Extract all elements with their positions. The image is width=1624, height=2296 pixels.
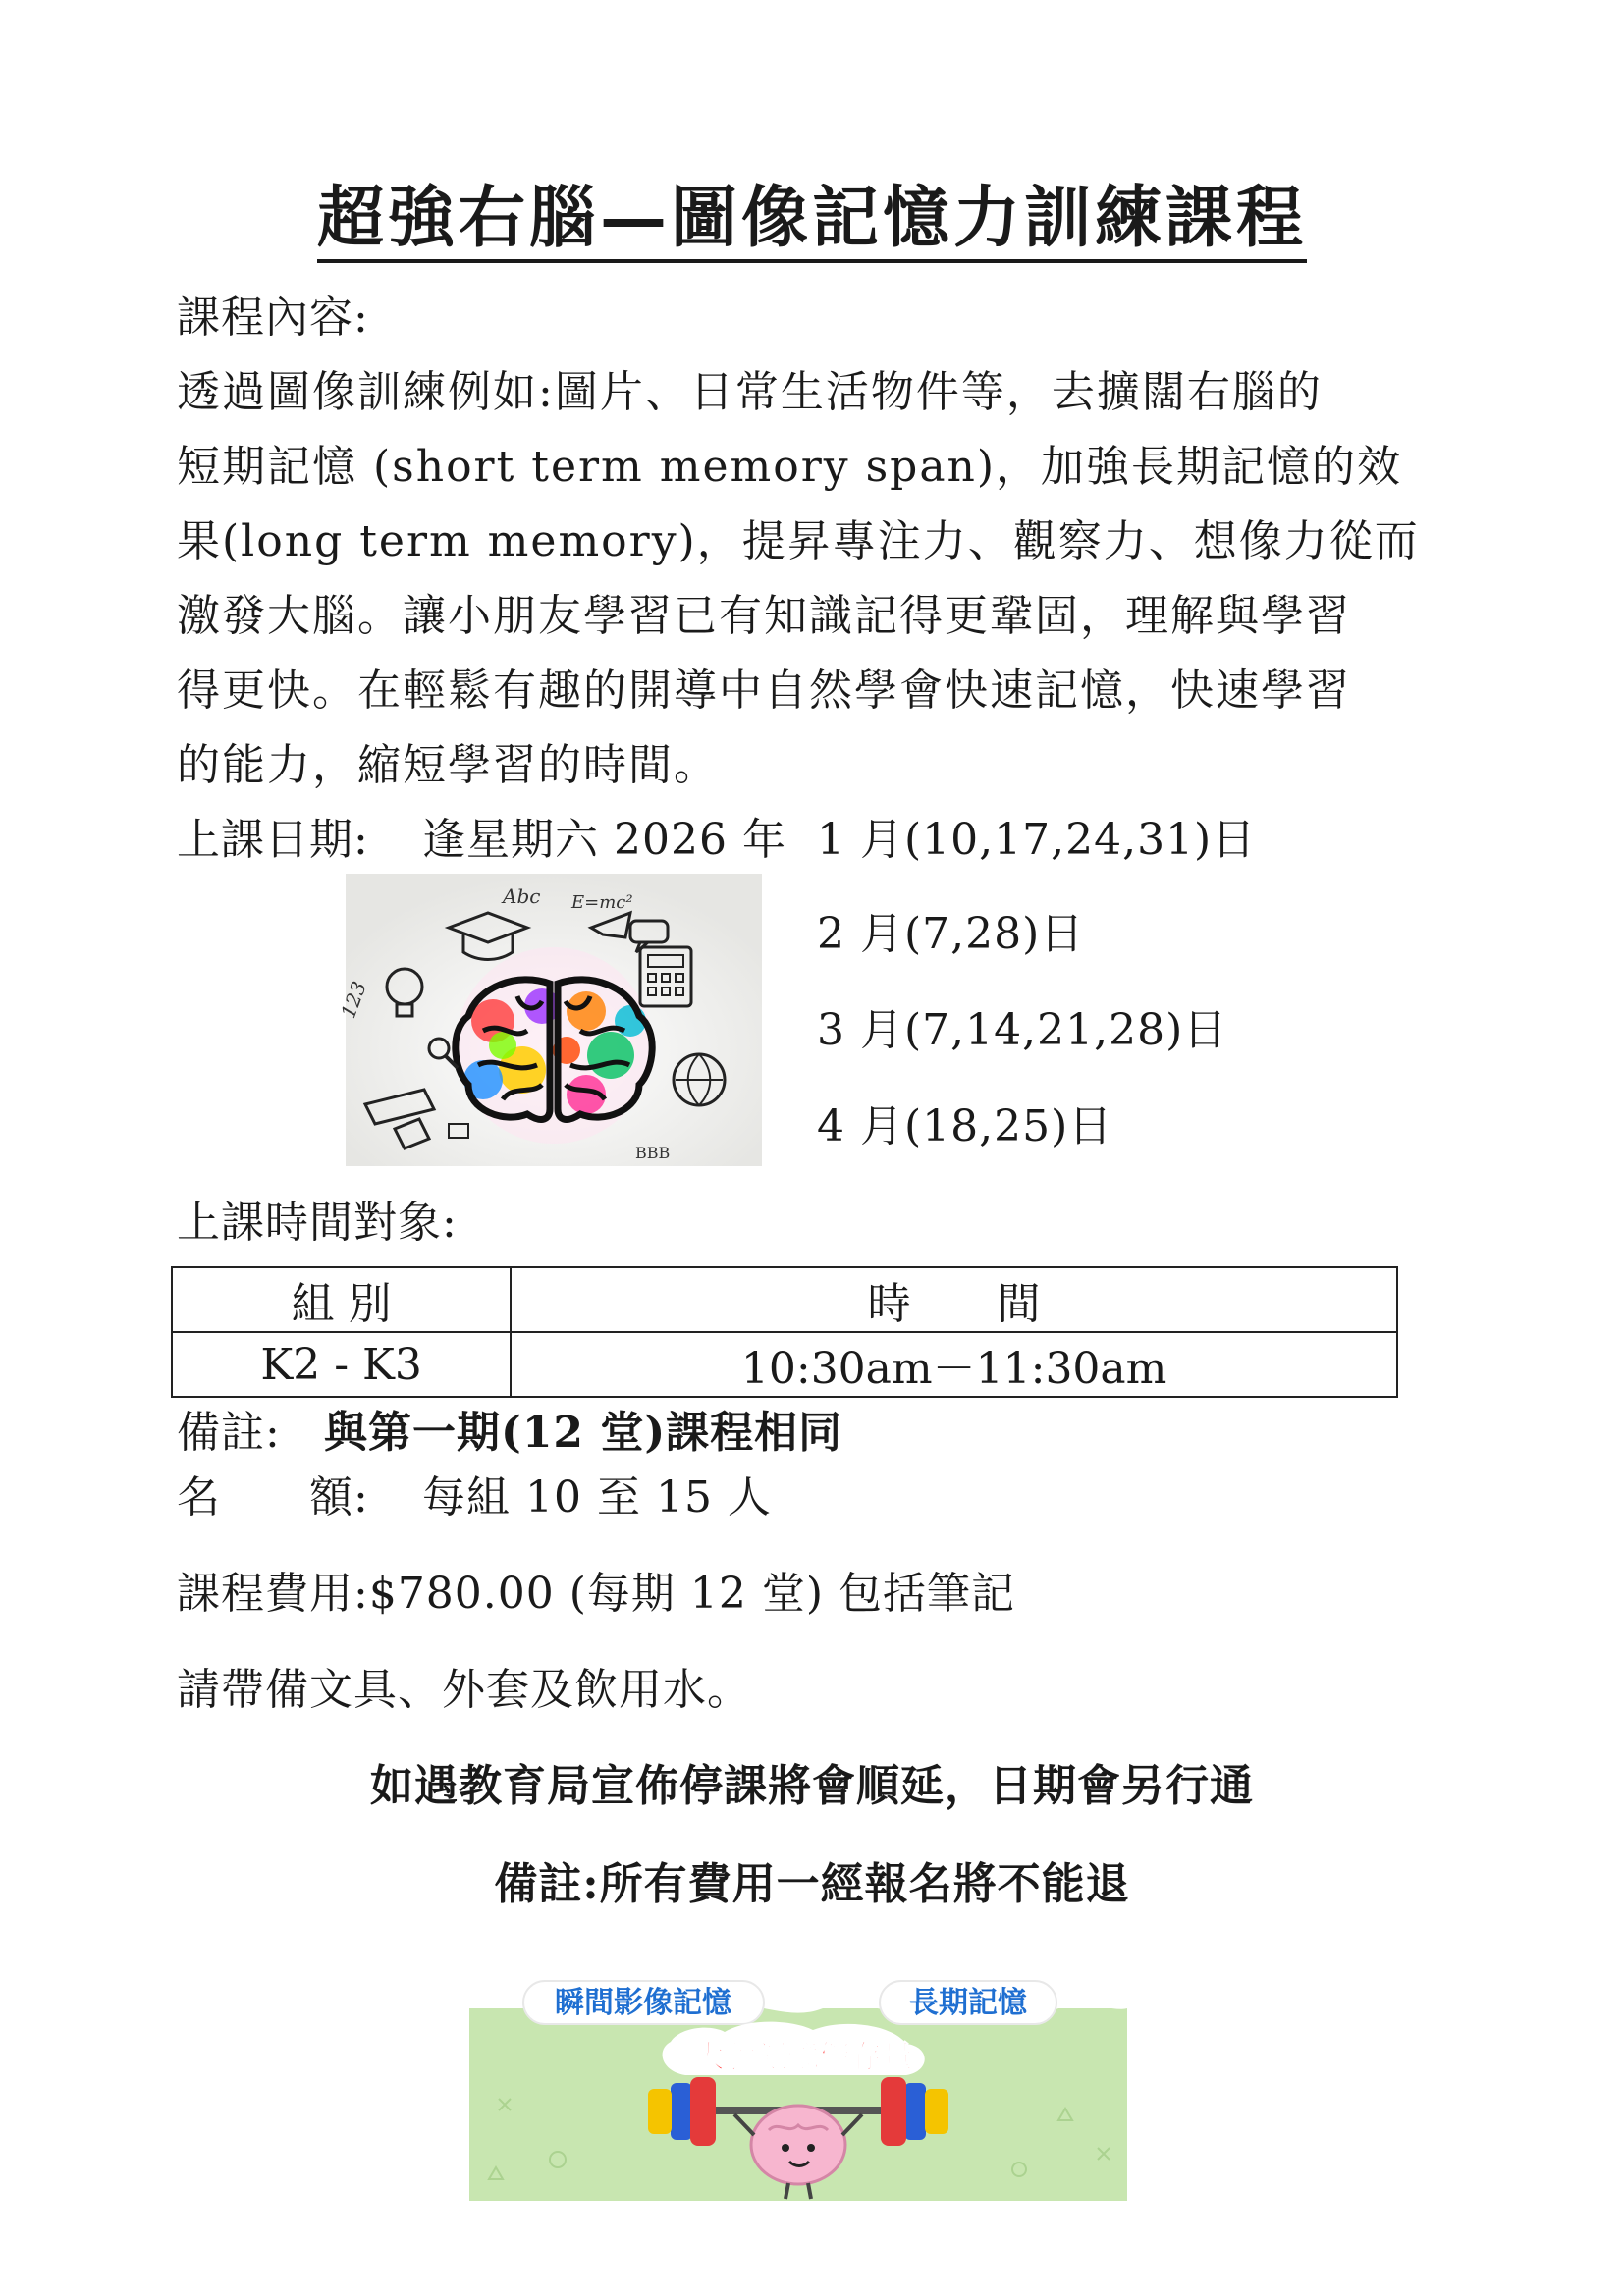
remark-value: 與第一期(12 堂)課程相同 <box>324 1408 843 1458</box>
course-fee: 課程費用:$780.00 (每期 12 堂) 包括筆記 <box>177 1569 1016 1619</box>
header-group: 組 別 <box>172 1267 511 1332</box>
quota-value: 每組 10 至 15 人 <box>422 1472 772 1522</box>
table-header-row <box>172 1267 1397 1332</box>
label-instant-image-memory: 瞬間影像記憶 <box>555 1986 731 2020</box>
dates-label: 上課日期: <box>177 815 369 865</box>
quota-label: 名 額: <box>177 1472 369 1522</box>
content-line: 透過圖像訓練例如:圖片、日常生活物件等，去擴闊右腦的 <box>177 367 1323 417</box>
doodle-text-123: 123 <box>336 978 371 1022</box>
date-month-1: 1 月(10,17,24,31)日 <box>817 815 1257 865</box>
content-line: 短期記憶 (short term memory span)，加強長期記憶的效 <box>177 442 1403 492</box>
brain-illustration-svg <box>336 874 762 1166</box>
schedule-table <box>171 1266 1398 1398</box>
cell-time: 10:30am－11:30am <box>511 1332 1397 1397</box>
content-label: 課程內容: <box>177 293 369 343</box>
content-line: 果(long term memory)，提昇專注力、觀察力、想像力從而 <box>177 516 1420 566</box>
doodle-text-emc: E=mc² <box>571 892 633 913</box>
remark-label: 備註: <box>177 1408 281 1458</box>
date-month-3: 3 月(7,14,21,28)日 <box>817 1005 1228 1055</box>
dates-prefix: 逢星期六 2026 年 <box>422 815 786 865</box>
brain-strength-svg <box>469 1973 1127 2201</box>
content-line: 激發大腦。讓小朋友學習已有知識記得更鞏固，理解與學習 <box>177 591 1351 641</box>
cell-group: K2 - K3 <box>172 1332 511 1397</box>
brain-strength-illustration <box>469 1973 1127 2201</box>
doodle-text-bbb: BBB <box>635 1144 671 1162</box>
content-line: 的能力，縮短學習的時間。 <box>177 740 719 790</box>
date-month-4: 4 月(18,25)日 <box>817 1101 1113 1151</box>
content-paragraph <box>177 355 1443 803</box>
table-row <box>172 1332 1397 1397</box>
brain-illustration <box>336 874 762 1166</box>
notice-suspension: 如遇教育局宣佈停課將會順延，日期會另行通 <box>370 1761 1254 1811</box>
label-long-term-memory: 長期記憶 <box>909 1986 1027 2020</box>
bring-items: 請帶備文具、外套及飲用水。 <box>177 1665 751 1715</box>
page-title: 超強右腦—圖像記憶力訓練課程 <box>0 165 1624 260</box>
notice-no-refund: 備註:所有費用一經報名將不能退 <box>494 1859 1130 1909</box>
label-brain-storage: 大腦記憶儲存量 <box>692 2038 914 2075</box>
date-month-2: 2 月(7,28)日 <box>817 909 1085 959</box>
schedule-label: 上課時間對象: <box>177 1198 458 1248</box>
content-line: 得更快。在輕鬆有趣的開導中自然學會快速記憶，快速學習 <box>177 666 1351 716</box>
doodle-text-abc: Abc <box>503 884 541 908</box>
header-time: 時 間 <box>511 1267 1397 1332</box>
